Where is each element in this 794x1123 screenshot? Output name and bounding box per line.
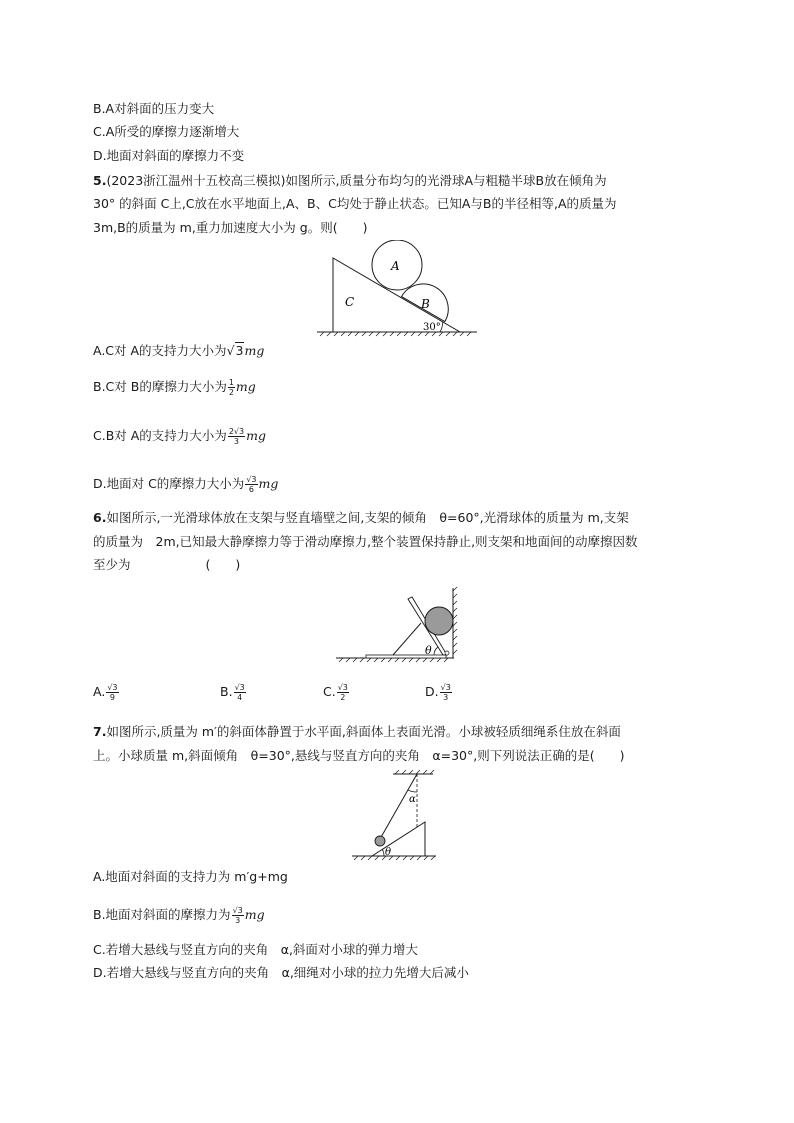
q6-option-b	[220, 683, 247, 702]
q5-option-c-fraction	[228, 427, 245, 446]
q7-option-b-denominator: 3	[235, 916, 241, 925]
q7-option-b-unit: mg	[244, 907, 265, 922]
q7-option-a: A.地面对斜面的支持力为 m′g+mg	[93, 869, 288, 884]
q6-option-b-numerator: √3	[234, 683, 245, 692]
q6-number: 6.	[93, 510, 107, 525]
q5-ground-hatch	[320, 332, 471, 336]
q5-label-angle: 30°	[423, 322, 441, 333]
q5-label-a: A	[391, 259, 400, 273]
q6-sphere	[425, 607, 453, 635]
q5-option-a	[93, 343, 264, 359]
q5-option-d-fraction	[245, 475, 257, 494]
q7-line1-text: 如图所示,质量为 m′的斜面体静置于水平面,斜面体上表面光滑。小球被轻质细绳系住放在斜面	[106, 724, 621, 739]
q6-angle-arc	[434, 647, 438, 655]
q5-option-c-text: C.B对 A的支持力大小为	[93, 428, 227, 443]
q5-option-b-text: B.C对 B的摩擦力大小为	[93, 379, 227, 394]
q6-stem-line-1	[93, 510, 629, 526]
q6-option-d-fraction	[440, 683, 452, 702]
q5-option-d-unit: mg	[258, 476, 279, 491]
q7-number: 7.	[93, 724, 107, 739]
q7-ceiling-hatch	[395, 770, 434, 774]
q6-option-b-fraction	[234, 683, 246, 702]
q5-option-a-unit: mg	[244, 343, 265, 358]
q6-option-a-denominator: 9	[109, 693, 115, 702]
q7-figure-ball-on-incline	[349, 770, 439, 862]
q4-option-d: D.地面对斜面的摩擦力不变	[93, 148, 245, 163]
q5-option-d	[93, 475, 278, 494]
q5-option-b-numerator: 1	[228, 378, 234, 387]
q6-option-a-fraction	[106, 683, 118, 702]
q6-option-a-label: A.	[93, 684, 106, 699]
q5-option-c	[93, 427, 266, 446]
q5-option-c-denominator: 3	[233, 437, 239, 446]
q5-option-d-numerator: √3	[246, 475, 257, 484]
q5-option-d-denominator: 6	[248, 485, 254, 494]
q5-option-d-text: D.地面对 C的摩擦力大小为	[93, 476, 245, 491]
q5-label-b: B	[421, 297, 430, 311]
q6-figure-sphere-on-stand	[333, 585, 461, 663]
q5-option-b-denominator: 2	[228, 388, 234, 397]
q6-option-a	[93, 683, 120, 702]
q7-string	[380, 774, 417, 839]
q6-option-c-denominator: 2	[340, 693, 346, 702]
q6-stand-base	[366, 655, 446, 658]
q5-option-c-numerator: 2√3	[228, 427, 245, 436]
q6-option-a-numerator: √3	[107, 683, 118, 692]
q7-option-b-numerator: √3	[232, 906, 243, 915]
q5-line1-text: (2023浙江温州十五校高三模拟)如图所示,质量分布均匀的光滑球A与粗糙半球B放在倾角为	[106, 173, 607, 188]
q5-figure-spheres-on-incline	[315, 240, 480, 338]
q5-number: 5.	[93, 173, 107, 188]
q7-stem-line-2: 上。小球质量 m,斜面倾角 θ=30°,悬线与竖直方向的夹角 α=30°,则下列说法正确的是( )	[93, 748, 625, 763]
q6-option-d-numerator: √3	[440, 683, 451, 692]
q6-ground-hatch	[339, 658, 448, 662]
q5-stem-line-3: 3m,B的质量为 m,重力加速度大小为 g。则( )	[93, 220, 368, 235]
q7-alpha-arc	[408, 790, 417, 792]
q6-options	[93, 683, 593, 713]
q7-stem-line-1	[93, 724, 621, 740]
q5-stem-line-2: 30° 的斜面 C上,C放在水平地面上,A、B、C均处于静止状态。已知A与B的半径相等,A的质量为	[93, 196, 617, 211]
q4-option-b: B.A对斜面的压力变大	[93, 101, 215, 116]
q5-stem-line-1	[93, 173, 607, 189]
q5-option-a-sqrt: √3	[226, 343, 244, 358]
q6-stand-brace	[393, 623, 421, 655]
q7-label-theta: θ	[385, 847, 392, 858]
q6-hinge	[445, 651, 449, 655]
q7-option-b-fraction	[232, 906, 244, 925]
q6-wall-hatch	[453, 587, 457, 654]
q7-option-b-text: B.地面对斜面的摩擦力为	[93, 907, 231, 922]
q6-stem-line-3: 至少为 ( )	[93, 557, 241, 572]
q7-ground-hatch	[354, 856, 435, 860]
q6-option-c	[323, 683, 350, 702]
q6-option-c-label: C.	[323, 684, 336, 699]
q5-label-c: C	[345, 295, 355, 309]
q5-option-b-fraction	[228, 378, 235, 397]
q5-option-b-unit: mg	[235, 379, 256, 394]
q6-stem-line-2: 的质量为 2m,已知最大静摩擦力等于滑动摩擦力,整个装置保持静止,则支架和地面间的动摩擦因数	[93, 534, 638, 549]
q7-option-c: C.若增大悬线与竖直方向的夹角 α,斜面对小球的弹力增大	[93, 942, 418, 957]
q6-line1-text: 如图所示,一光滑球体放在支架与竖直墙壁之间,支架的倾角 θ=60°,光滑球体的质量为 m,支架	[106, 510, 629, 525]
q6-option-d-denominator: 3	[443, 693, 449, 702]
q5-option-a-radicand: 3	[235, 343, 244, 358]
q5-option-b	[93, 378, 256, 397]
q4-option-c: C.A所受的摩擦力逐渐增大	[93, 124, 240, 139]
q6-option-b-label: B.	[220, 684, 233, 699]
q6-option-b-denominator: 4	[237, 693, 243, 702]
q6-option-d-label: D.	[425, 684, 439, 699]
q7-label-alpha: α	[409, 794, 416, 805]
q7-ball	[375, 836, 385, 846]
q7-option-d: D.若增大悬线与竖直方向的夹角 α,细绳对小球的拉力先增大后减小	[93, 965, 469, 980]
q6-label-theta: θ	[425, 644, 432, 657]
q6-option-d	[425, 683, 453, 702]
q6-option-c-numerator: √3	[337, 683, 348, 692]
q7-option-b	[93, 906, 265, 925]
q5-option-c-unit: mg	[246, 428, 266, 443]
q6-option-c-fraction	[337, 683, 349, 702]
q5-option-a-text: A.C对 A的支持力大小为	[93, 343, 227, 358]
